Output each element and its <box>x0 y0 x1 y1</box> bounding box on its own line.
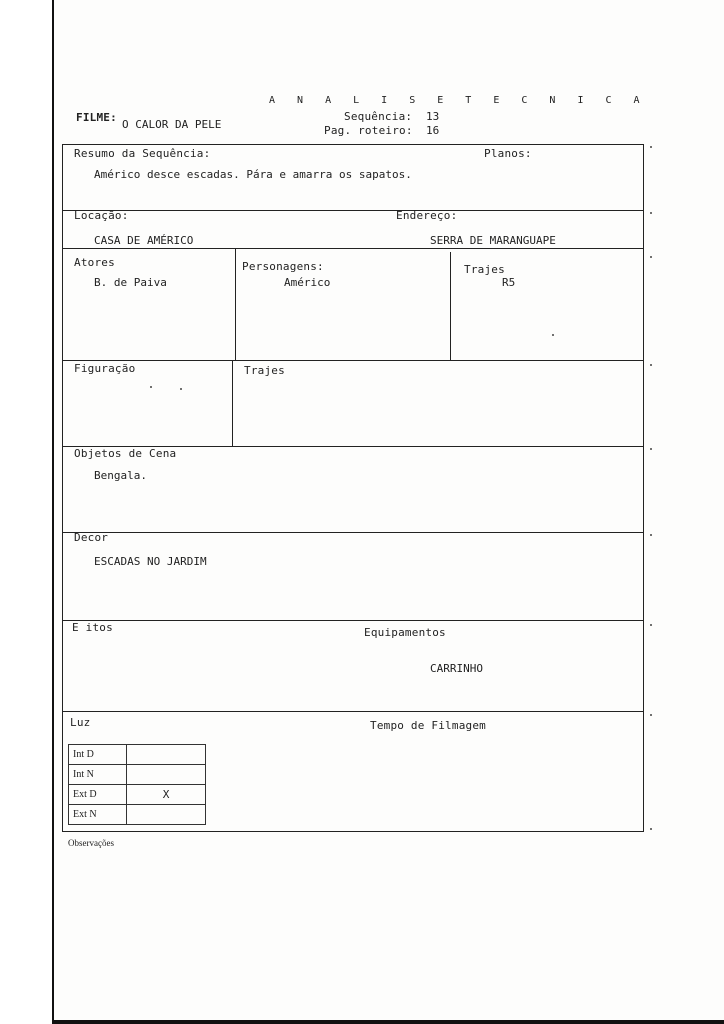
objetos-value: Bengala. <box>94 469 147 482</box>
atores-label: Atores <box>74 256 115 269</box>
figuracao-trajes-label: Trajes <box>244 364 285 377</box>
luz-row-label: Ext N <box>69 805 127 825</box>
figuracao-label: Figuração <box>74 362 136 375</box>
table-row <box>69 785 206 805</box>
divider <box>62 620 644 621</box>
decor-value: ESCADAS NO JARDIM <box>94 555 207 568</box>
scan-speck <box>650 448 652 450</box>
locacao-label: Locação: <box>74 209 129 222</box>
divider <box>235 248 236 360</box>
divider <box>62 210 644 211</box>
efeitos-label: E itos <box>72 621 113 634</box>
trajes-label: Trajes <box>464 263 505 276</box>
divider <box>450 252 451 360</box>
sequence-value: 13 <box>426 110 440 123</box>
personagens-label: Personagens: <box>242 260 324 273</box>
form-title: A N A L I S E T E C N I C A <box>269 95 648 106</box>
observacoes-label: Observações <box>68 838 114 848</box>
table-row <box>69 805 206 825</box>
scan-speck <box>650 714 652 716</box>
scan-speck <box>650 256 652 258</box>
scan-speck <box>180 388 182 390</box>
sequence-label: Sequência: <box>344 110 413 123</box>
scan-speck <box>650 146 652 148</box>
resumo-label: Resumo da Sequência: <box>74 147 211 160</box>
luz-label: Luz <box>70 716 91 729</box>
divider <box>62 360 644 361</box>
scan-speck <box>650 828 652 830</box>
divider <box>62 532 644 533</box>
divider <box>62 248 644 249</box>
luz-row-value <box>127 745 206 765</box>
objetos-label: Objetos de Cena <box>74 447 177 460</box>
scan-speck <box>150 386 152 388</box>
divider <box>62 711 644 712</box>
endereco-label: Endereço: <box>396 209 458 222</box>
locacao-value: CASA DE AMÉRICO <box>94 234 194 247</box>
scan-speck <box>650 364 652 366</box>
luz-row-value: X <box>127 785 206 805</box>
luz-row-value <box>127 765 206 785</box>
endereco-value: SERRA DE MARANGUAPE <box>430 234 556 247</box>
trajes-value: R5 <box>502 276 516 289</box>
scan-speck <box>552 334 554 336</box>
film-value: O CALOR DA PELE <box>122 118 222 131</box>
resumo-text: Américo desce escadas. Pára e amarra os sapatos. <box>94 168 412 181</box>
table-row <box>69 745 206 765</box>
scan-speck <box>650 534 652 536</box>
luz-row-label: Ext D <box>69 785 127 805</box>
luz-row-label: Int D <box>69 745 127 765</box>
luz-table <box>68 744 206 825</box>
scan-speck <box>650 212 652 214</box>
scan-left-edge <box>0 0 54 1024</box>
table-row <box>69 765 206 785</box>
personagens-value: Américo <box>284 276 331 289</box>
divider <box>232 360 233 446</box>
equipamentos-label: Equipamentos <box>364 626 446 639</box>
luz-row-value <box>127 805 206 825</box>
luz-row-label: Int N <box>69 765 127 785</box>
technical-analysis-form <box>54 0 724 1020</box>
scan-speck <box>650 624 652 626</box>
scan-bottom-edge <box>52 1020 724 1024</box>
page-value: 16 <box>426 124 440 137</box>
equipamentos-value: CARRINHO <box>430 662 483 675</box>
film-label: FILME: <box>76 111 117 124</box>
decor-label: Decor <box>74 531 109 544</box>
atores-value: B. de Paiva <box>94 276 167 289</box>
tempo-filmagem-label: Tempo de Filmagem <box>370 719 486 732</box>
page-label: Pag. roteiro: <box>324 124 413 137</box>
planos-label: Planos: <box>484 147 532 160</box>
